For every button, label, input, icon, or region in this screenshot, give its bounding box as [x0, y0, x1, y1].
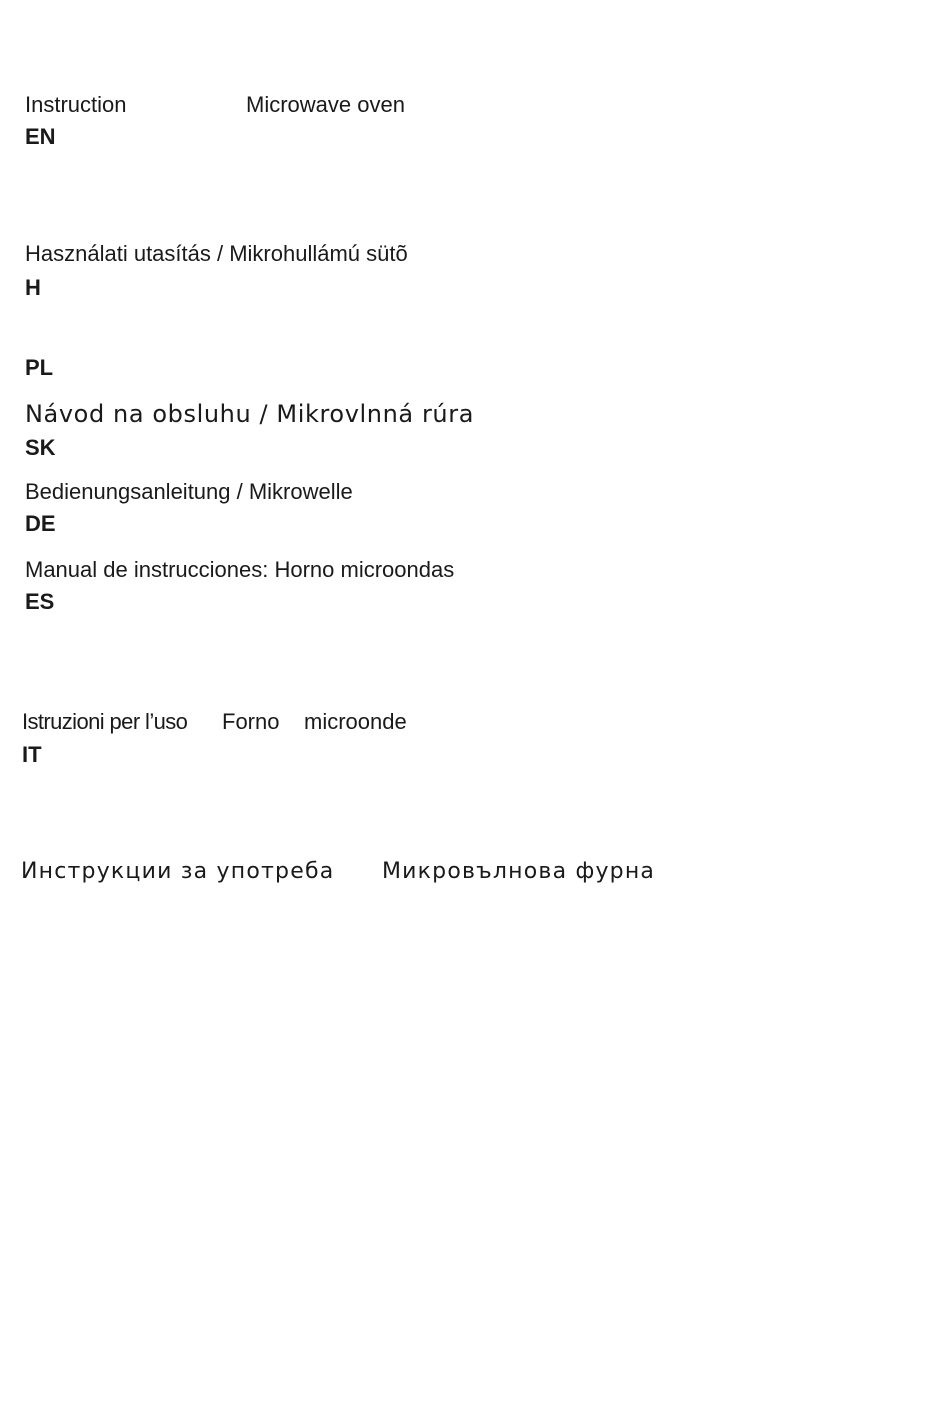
sk-language-code: SK: [25, 435, 56, 460]
de-title: Bedienungsanleitung / Mikrowelle: [25, 479, 353, 504]
en-instruction-label: Instruction: [25, 92, 127, 117]
de-language-code: DE: [25, 511, 56, 536]
it-product-word-forno: Forno: [222, 709, 280, 734]
pl-language-code: PL: [25, 355, 54, 380]
hu-language-code: H: [25, 275, 41, 300]
it-product-word-microonde: microonde: [304, 709, 407, 734]
en-product-label: Microwave oven: [246, 92, 405, 117]
bg-instruction-label: Инструкции за употреба: [21, 859, 335, 884]
it-language-code: IT: [22, 742, 42, 767]
bg-product-label: Микровълнова фурна: [382, 859, 656, 884]
sk-title: Návod na obsluhu / Mikrovlnná rúra: [25, 400, 475, 428]
en-language-code: EN: [25, 124, 56, 149]
es-language-code: ES: [25, 589, 55, 614]
hu-title: Használati utasítás / Mikrohullámú sütõ: [25, 241, 408, 266]
es-title: Manual de instrucciones: Horno microondas: [25, 557, 455, 582]
it-instruction-label: Istruzioni per l’uso: [22, 709, 188, 734]
